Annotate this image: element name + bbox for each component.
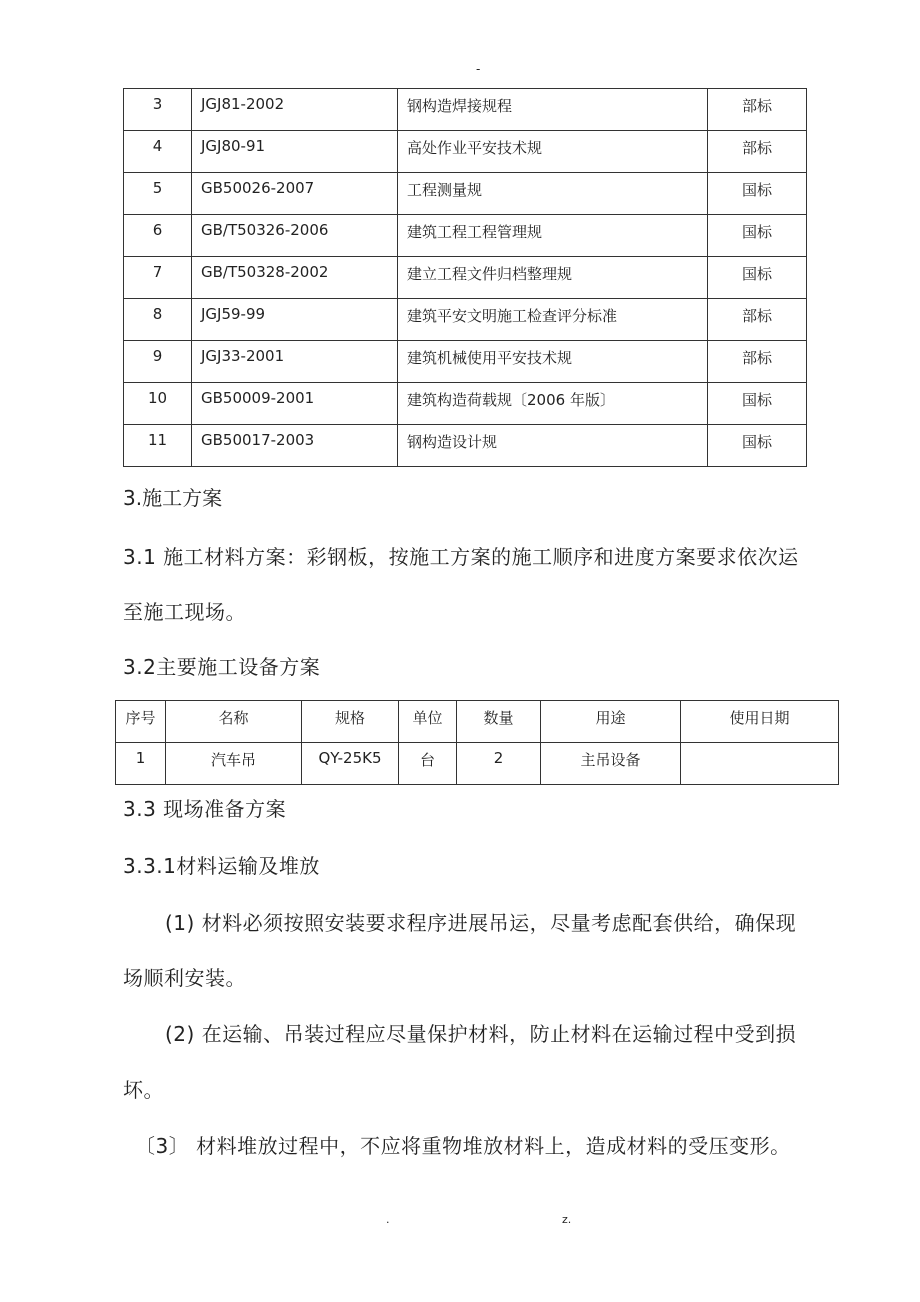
standard-code: JGJ80-91 [192, 131, 398, 173]
standard-level: 部标 [708, 131, 807, 173]
heading-3-3: 3.3 现场准备方案 [123, 797, 287, 821]
standard-code: GB50017-2003 [192, 425, 398, 467]
footer-right-mark: z. [562, 1213, 572, 1226]
list-item-1-line2: 场顺利安装。 [123, 966, 246, 990]
standard-name: 建筑平安文明施工检查评分标准 [398, 299, 708, 341]
standard-code: GB/T50326-2006 [192, 215, 398, 257]
header-cell: 单位 [399, 701, 457, 743]
header-cell: 使用日期 [681, 701, 839, 743]
section-title: 3.施工方案 [123, 486, 223, 510]
equipment-table [115, 700, 839, 785]
standard-name: 建筑工程工程管理规 [398, 215, 708, 257]
standard-code: JGJ81-2002 [192, 89, 398, 131]
header-cell: 名称 [166, 701, 302, 743]
list-item-2-line2: 坏。 [123, 1078, 164, 1102]
table-row [124, 173, 807, 215]
page-header-mark: - [476, 62, 481, 76]
header-cell: 序号 [116, 701, 166, 743]
list-item-2-line1: (2) 在运输、吊装过程应尽量保护材料，防止材料在运输过程中受到损 [165, 1022, 797, 1046]
standard-code: JGJ33-2001 [192, 341, 398, 383]
table-header-row [116, 701, 839, 743]
table-row [124, 299, 807, 341]
standard-level: 部标 [708, 299, 807, 341]
table-cell: 1 [116, 743, 166, 785]
table-cell: QY-25K5 [302, 743, 399, 785]
paragraph-3-1-line2: 至施工现场。 [123, 600, 246, 624]
standard-name: 建立工程文件归档整理规 [398, 257, 708, 299]
row-number: 8 [124, 299, 192, 341]
heading-3-3-1: 3.3.1材料运输及堆放 [123, 854, 320, 878]
header-cell: 规格 [302, 701, 399, 743]
row-number: 11 [124, 425, 192, 467]
row-number: 5 [124, 173, 192, 215]
table-row [124, 215, 807, 257]
table-cell: 台 [399, 743, 457, 785]
table-cell: 主吊设备 [541, 743, 681, 785]
table-row [124, 131, 807, 173]
standard-level: 国标 [708, 383, 807, 425]
standard-name: 建筑构造荷载规〔2006 年版〕 [398, 383, 708, 425]
table-row [116, 743, 839, 785]
list-item-3: 〔3〕 材料堆放过程中，不应将重物堆放材料上，造成材料的受压变形。 [135, 1134, 791, 1158]
header-cell: 数量 [457, 701, 541, 743]
row-number: 3 [124, 89, 192, 131]
standard-name: 建筑机械使用平安技术规 [398, 341, 708, 383]
paragraph-3-1-line1: 3.1 施工材料方案：彩钢板，按施工方案的施工顺序和进度方案要求依次运 [123, 545, 799, 569]
row-number: 7 [124, 257, 192, 299]
table-row [124, 425, 807, 467]
list-item-1-line1: (1) 材料必须按照安装要求程序进展吊运，尽量考虑配套供给，确保现 [165, 911, 797, 935]
standard-name: 工程测量规 [398, 173, 708, 215]
table-cell: 汽车吊 [166, 743, 302, 785]
standard-level: 部标 [708, 341, 807, 383]
standard-level: 国标 [708, 425, 807, 467]
row-number: 10 [124, 383, 192, 425]
standard-code: GB50009-2001 [192, 383, 398, 425]
row-number: 4 [124, 131, 192, 173]
table-row [124, 383, 807, 425]
standard-level: 国标 [708, 215, 807, 257]
standard-code: GB/T50328-2002 [192, 257, 398, 299]
table-cell [681, 743, 839, 785]
table-row [124, 257, 807, 299]
row-number: 6 [124, 215, 192, 257]
standard-name: 钢构造设计规 [398, 425, 708, 467]
header-cell: 用途 [541, 701, 681, 743]
table-cell: 2 [457, 743, 541, 785]
standards-table [123, 88, 807, 467]
standard-level: 国标 [708, 257, 807, 299]
footer-left-mark: . [386, 1213, 390, 1226]
heading-3-2: 3.2主要施工设备方案 [123, 655, 321, 679]
table-row [124, 89, 807, 131]
row-number: 9 [124, 341, 192, 383]
standard-level: 部标 [708, 89, 807, 131]
standard-name: 高处作业平安技术规 [398, 131, 708, 173]
standard-name: 钢构造焊接规程 [398, 89, 708, 131]
standard-code: GB50026-2007 [192, 173, 398, 215]
table-row [124, 341, 807, 383]
standard-level: 国标 [708, 173, 807, 215]
standard-code: JGJ59-99 [192, 299, 398, 341]
